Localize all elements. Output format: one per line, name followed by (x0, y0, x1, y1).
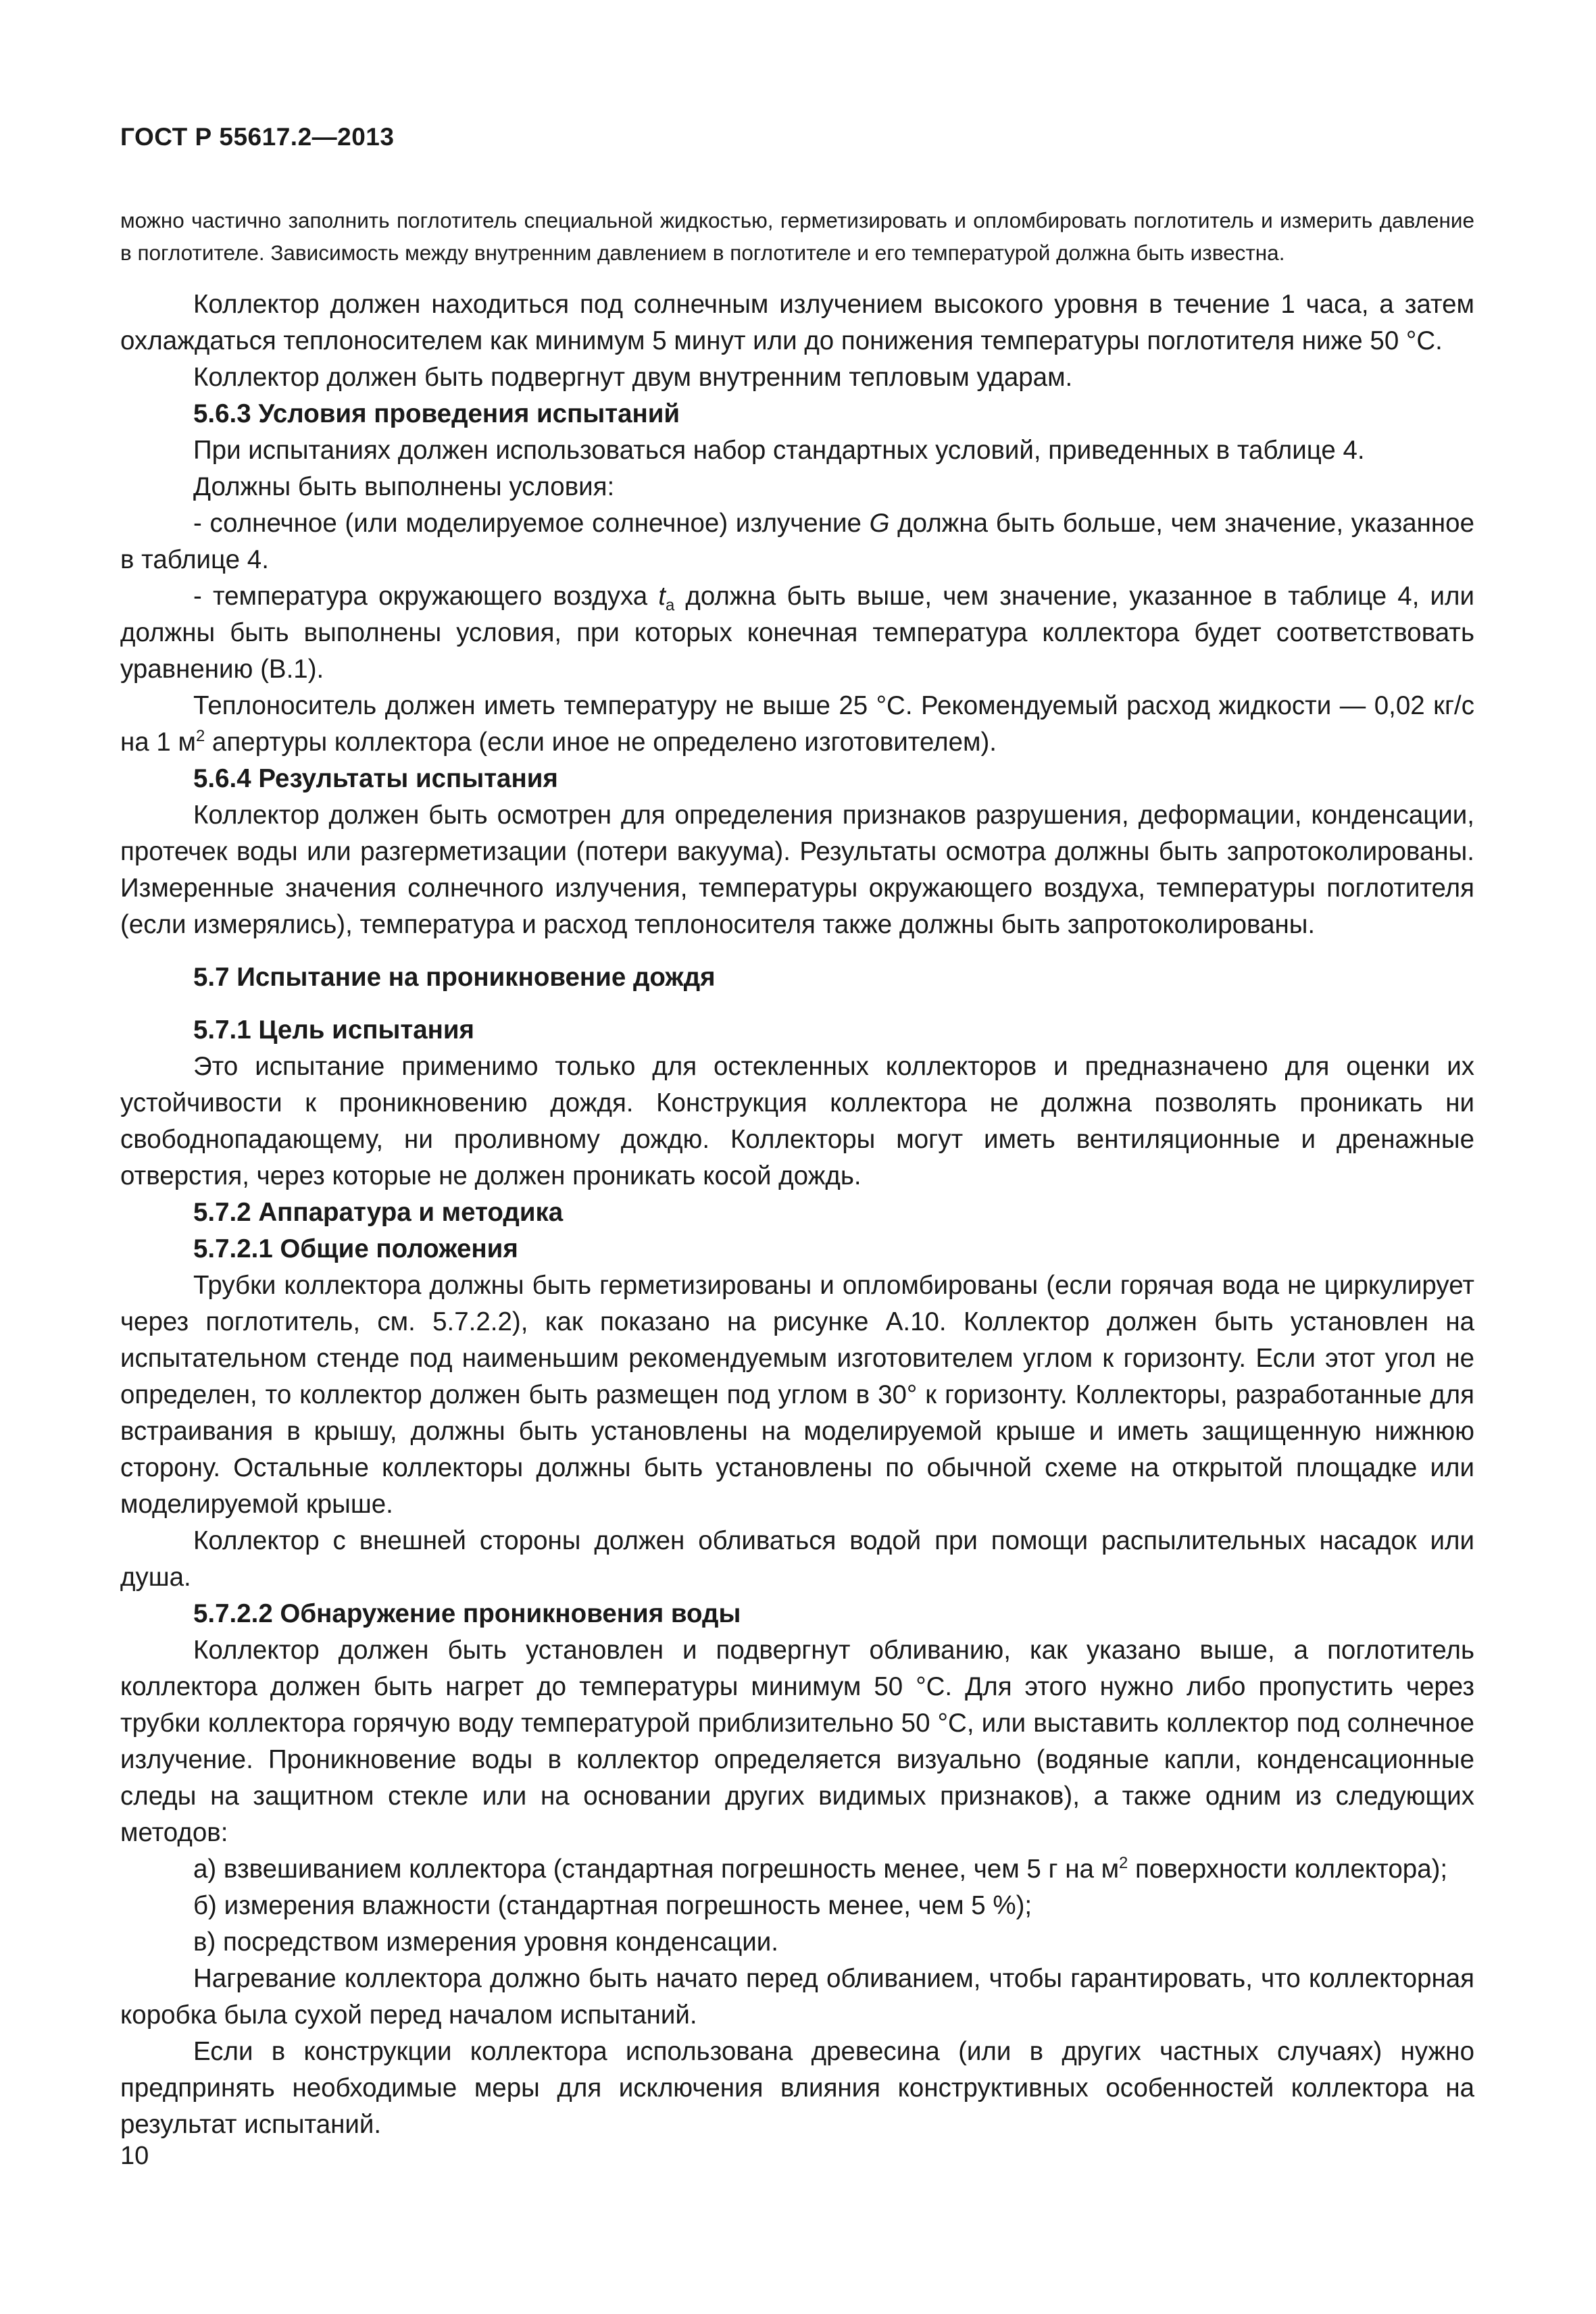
paragraph: Это испытание применимо только для остекленных коллекторов и предназначено для оценки их устойчивости к проникновению дождя. Конструкция коллектора не должна позволять проникать ни свободнопадающему, ни проливному дождю. Коллекторы могут иметь вентиляционные и дренажные отверстия, через которые не должен проникать косой дождь. (120, 1052, 1474, 1190)
paragraph: Коллектор должен быть осмотрен для определения признаков разрушения, деформации, конденсации, протечек воды или разгерметизации (потери вакуума). Результаты осмотра должны быть запротоколированы. Измеренные значения солнечного излучения, температуры окружающего воздуха, температуры поглотителя (если измерялись), температура и расход теплоносителя также должны быть запротоколированы. (120, 801, 1474, 939)
paragraph: Коллектор с внешней стороны должен обливаться водой при помощи распылительных насадок или душа. (120, 1526, 1474, 1592)
text-run: должна быть больше, чем значение, указанное в таблице 4. (120, 509, 1474, 574)
list-item (120, 1851, 1474, 1888)
superscript: 2 (195, 727, 205, 746)
section-heading-5-6-4: 5.6.4 Результаты испытания (193, 764, 558, 793)
section-heading-5-7: 5.7 Испытание на проникновение дождя (193, 963, 716, 992)
text-run: - температура окружающего воздуха (193, 582, 659, 611)
page-number: 10 (120, 2142, 149, 2170)
list-item: б) измерения влажности (стандартная погрешность менее, чем 5 %); (193, 1891, 1032, 1920)
paragraph: Нагревание коллектора должно быть начато перед обливанием, чтобы гарантировать, что коллекторная коробка была сухой перед началом испытаний. (120, 1964, 1474, 2030)
section-heading-5-7-1: 5.7.1 Цель испытания (193, 1015, 475, 1045)
text-run: Теплоноситель должен иметь температуру не выше 25 °С. Рекомендуемый расход жидкости — 0,02 кг/с на 1 м (120, 691, 1474, 757)
section-heading-5-6-3: 5.6.3 Условия проведения испытаний (193, 399, 680, 428)
temperature-symbol: t (658, 582, 666, 611)
condition-item (120, 578, 1474, 688)
paragraph: Коллектор должен находиться под солнечным излучением высокого уровня в течение 1 часа, а затем охлаждаться теплоносителем как минимум 5 минут или до понижения температуры поглотителя ниже 50 °С. (120, 290, 1474, 355)
continued-paragraph: можно частично заполнить поглотитель специальной жидкостью, герметизировать и опломбировать поглотитель и измерить давление в поглотителе. Зависимость между внутренним давлением в поглотителе и его температурой должна быть известна. (120, 208, 1474, 265)
document-body (120, 204, 1474, 2143)
superscript: 2 (1119, 1854, 1128, 1873)
paragraph: При испытаниях должен использоваться набор стандартных условий, приведенных в таблице 4. (193, 436, 1365, 465)
paragraph: Коллектор должен быть подвергнут двум внутренним тепловым ударам. (193, 363, 1073, 392)
paragraph: Трубки коллектора должны быть герметизированы и опломбированы (если горячая вода не циркулирует через поглотитель, см. 5.7.2.2), как показано на рисунке А.10. Коллектор должен быть установлен на испытательном стенде под наименьшим рекомендуемым изготовителем углом к горизонту. Если этот угол не определен, то коллектор должен быть размещен под углом в 30° к горизонту. Коллекторы, разработанные для встраивания в крышу, должны быть установлены на моделируемой крыше и иметь защищенную нижнюю сторону. Остальные коллекторы должны быть установлены по обычной схеме на открытой площадке или моделируемой крыше. (120, 1271, 1474, 1519)
paragraph: Если в конструкции коллектора использована древесина (или в других частных случаях) нужно предпринять необходимые меры для исключения влияния конструктивных особенностей коллектора на результат испытаний. (120, 2037, 1474, 2139)
text-run: - солнечное (или моделируемое солнечное) излучение (193, 509, 870, 538)
section-heading-5-7-2-1: 5.7.2.1 Общие положения (193, 1234, 518, 1263)
text-run: поверхности коллектора); (1128, 1855, 1448, 1884)
text-run: апертуры коллектора (если иное не определено изготовителем). (205, 728, 997, 757)
section-heading-5-7-2: 5.7.2 Аппаратура и методика (193, 1198, 564, 1227)
paragraph: Должны быть выполнены условия: (193, 472, 615, 501)
temperature-subscript: a (666, 596, 675, 615)
irradiance-symbol: G (869, 509, 890, 538)
section-heading-5-7-2-2: 5.7.2.2 Обнаружение проникновения воды (193, 1599, 741, 1628)
paragraph: Коллектор должен быть установлен и подвергнут обливанию, как указано выше, а поглотитель коллектора должен быть нагрет до температуры минимум 50 °С. Для этого нужно либо пропустить через трубки коллектора горячую воду температурой приблизительно 50 °С, или выставить коллектор под солнечное излучение. Проникновение воды в коллектор определяется визуально (водяные капли, конденсационные следы на защитном стекле или на основании других видимых признаков), а также одним из следующих методов: (120, 1636, 1474, 1847)
standard-header: ГОСТ Р 55617.2—2013 (120, 123, 395, 151)
paragraph (120, 688, 1474, 761)
list-item: в) посредством измерения уровня конденсации. (193, 1928, 778, 1957)
condition-item (120, 505, 1474, 578)
text-run: должна быть выше, чем значение, указанное в таблице 4, или должны быть выполнены условия, при которых конечная температура коллектора будет соответствовать уравнению (В.1). (120, 582, 1474, 684)
text-run: а) взвешиванием коллектора (стандартная погрешность менее, чем 5 г на м (193, 1855, 1120, 1884)
